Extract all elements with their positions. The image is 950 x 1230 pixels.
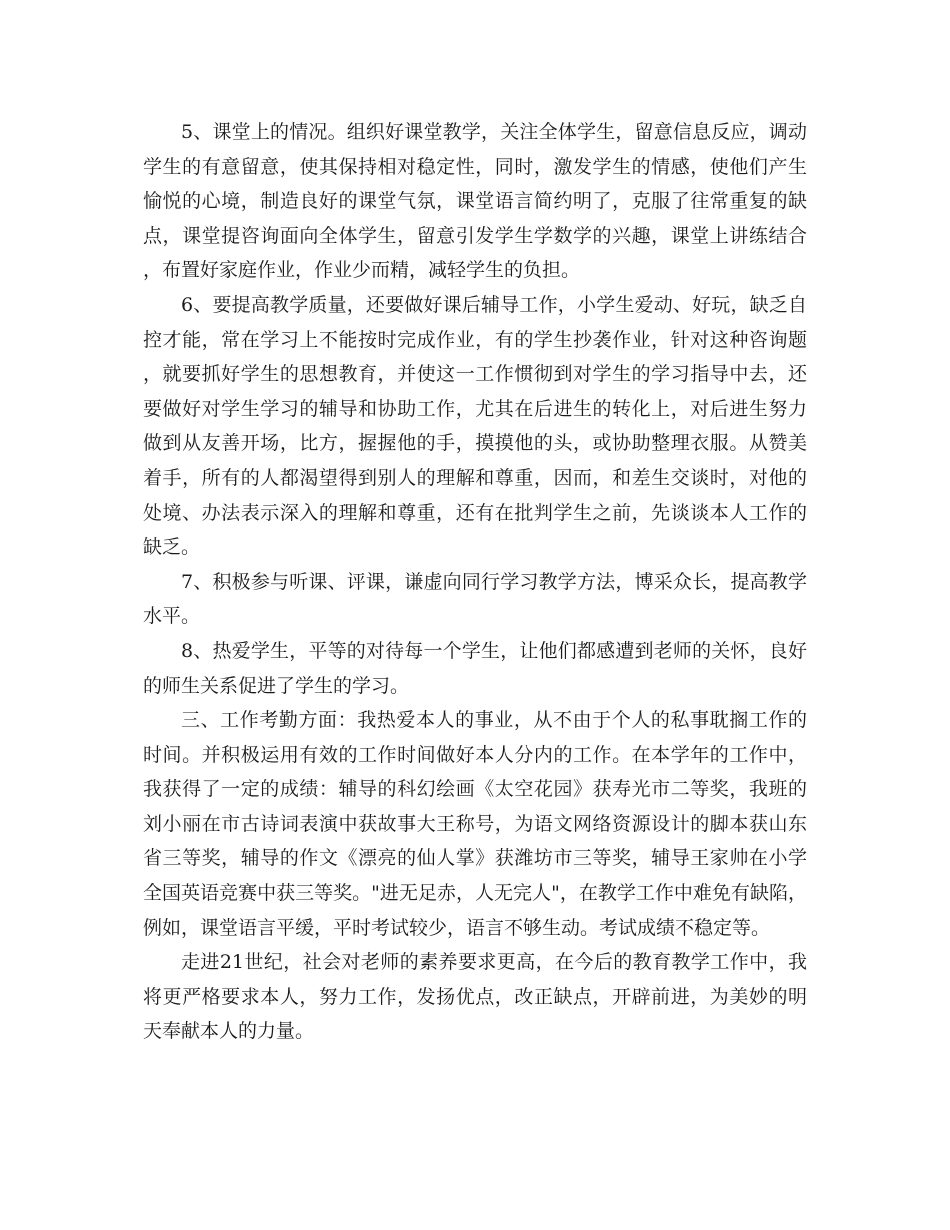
paragraph-attendance-section: 三、工作考勤方面：我热爱本人的事业，从不由于个人的私事耽搁工作的时间。并积极运用有效的工作时间做好本人分内的工作。在本学年的工作中，我获得了一定的成绩：辅导的科幻绘画《太空花园》获寿光市二等奖，我班的刘小丽在市古诗词表演中获故事大王称号，为语文网络资源设计的脚本获山东省三等奖，辅导的作文《漂亮的仙人掌》获潍坊市三等奖，辅导王家帅在小学全国英语竞赛中获三等奖。"进无足赤，人无完人"，在教学工作中难免有缺陷，例如，课堂语言平缓，平时考试较少，语言不够生动。考试成绩不稳定等。 [143, 709, 807, 939]
paragraph-item-6: 6、要提高教学质量，还要做好课后辅导工作，小学生爱动、好玩，缺乏自控才能，常在学习上不能按时完成作业，有的学生抄袭作业，针对这种咨询题，就要抓好学生的思想教育，并使这一工作惯彻到对学生的学习指导中去，还要做好对学生学习的辅导和协助工作，尤其在后进生的转化上，对后进生努力做到从友善开场，比方，握握他的手，摸摸他的头，或协助整理衣服。从赞美着手，所有的人都渴望得到别人的理解和尊重，因而，和差生交谈时，对他的处境、办法表示深入的理解和尊重，还有在批判学生之前，先谈谈本人工作的缺乏。 [143, 293, 807, 559]
paragraph-item-8: 8、热爱学生，平等的对待每一个学生，让他们都感遭到老师的关怀，良好的师生关系促进了学生的学习。 [143, 639, 807, 697]
paragraph-closing: 走进21世纪，社会对老师的素养要求更高，在今后的教育教学工作中，我将更严格要求本人，努力工作，发扬优点，改正缺点，开辟前进，为美妙的明天奉献本人的力量。 [143, 951, 807, 1043]
document-body [143, 115, 807, 1049]
paragraph-item-5: 5、课堂上的情况。组织好课堂教学，关注全体学生，留意信息反应，调动学生的有意留意，使其保持相对稳定性，同时，激发学生的情感，使他们产生愉悦的心境，制造良好的课堂气氛，课堂语言简约明了，克服了往常重复的缺点，课堂提咨询面向全体学生，留意引发学生学数学的兴趣，课堂上讲练结合，布置好家庭作业，作业少而精，减轻学生的负担。 [143, 121, 807, 282]
paragraph-item-7: 7、积极参与听课、评课，谦虚向同行学习教学方法，博采众长，提高教学水平。 [143, 570, 807, 628]
